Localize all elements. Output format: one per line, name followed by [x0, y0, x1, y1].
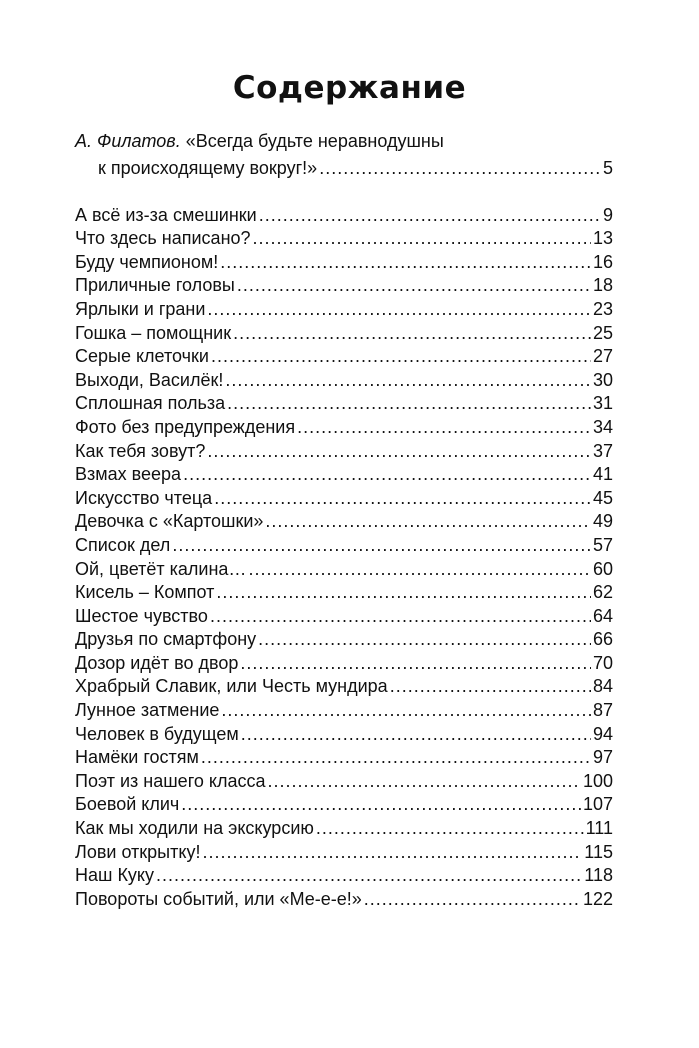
leader-dots	[297, 416, 591, 440]
toc-entry	[75, 723, 613, 747]
toc-entry-page-number: 9	[602, 204, 613, 225]
toc-entry	[75, 817, 613, 841]
intro-title-line2: к происходящему вокруг!»	[98, 158, 318, 178]
toc-entry	[75, 345, 613, 369]
leader-dots	[319, 157, 601, 181]
toc-entry	[75, 746, 613, 770]
toc-entry	[75, 322, 613, 346]
intro-entry-line1	[75, 130, 613, 157]
intro-page-number: 5	[602, 158, 613, 178]
leader-dots	[237, 274, 591, 298]
leader-dots	[233, 322, 591, 346]
toc-entry-page-number: 122	[582, 888, 613, 909]
toc-entry-page-number: 94	[592, 723, 613, 744]
leader-dots	[202, 841, 582, 865]
toc-entry-page-number: 16	[592, 251, 613, 272]
toc-entry	[75, 510, 613, 534]
leader-dots	[172, 534, 591, 558]
toc-entry-page-number: 34	[592, 416, 613, 437]
toc-entry-title: Лови открытку!	[75, 841, 201, 862]
toc-entry	[75, 793, 613, 817]
leader-dots	[364, 888, 581, 912]
toc-entry-title: Буду чемпионом!	[75, 251, 219, 272]
toc-entry-title: Девочка с «Картошки»	[75, 511, 264, 532]
toc-entry-page-number: 45	[592, 487, 613, 508]
toc-entry-title: Кисель – Компот	[75, 582, 215, 603]
toc-entry-page-number: 49	[592, 511, 613, 532]
toc-entry-page-number: 13	[592, 228, 613, 249]
toc-entry-title: Повороты событий, или «Ме-е-е!»	[75, 888, 362, 909]
toc-entry-title: Храбрый Славик, или Честь мундира	[75, 676, 388, 697]
toc-entry	[75, 770, 613, 794]
toc-entry-title: Шестое чувство	[75, 605, 208, 626]
leader-dots	[253, 227, 591, 251]
toc-entry	[75, 841, 613, 865]
toc-entry	[75, 605, 613, 629]
toc-entry	[75, 487, 613, 511]
toc-entry-title: А всё из-за смешинки	[75, 204, 257, 225]
toc-entry	[75, 463, 613, 487]
leader-dots	[221, 699, 591, 723]
toc-entry	[75, 440, 613, 464]
toc-entry-page-number: 62	[592, 582, 613, 603]
toc-entry-page-number: 25	[592, 322, 613, 343]
leader-dots	[241, 723, 591, 747]
toc-entry-page-number: 115	[584, 841, 613, 862]
toc-entry	[75, 534, 613, 558]
toc-entry-title: Наш Куку	[75, 865, 155, 886]
leader-dots	[216, 581, 591, 605]
leader-dots	[248, 558, 591, 582]
toc-entry-title: Взмах веера	[75, 464, 182, 485]
toc-entry	[75, 392, 613, 416]
toc-entry	[75, 558, 613, 582]
toc-entry-page-number: 30	[592, 369, 613, 390]
leader-dots	[214, 487, 591, 511]
toc-entry-page-number: 107	[582, 794, 613, 815]
toc-entry-page-number: 64	[592, 605, 613, 626]
intro-author: А. Филатов.	[75, 131, 181, 151]
toc-entry	[75, 227, 613, 251]
toc-entry-title: Дозор идёт во двор	[75, 652, 239, 673]
toc-entry-title: Гошка – помощник	[75, 322, 232, 343]
toc-entry-title: Человек в будущем	[75, 723, 239, 744]
leader-dots	[259, 204, 601, 228]
toc-entry-title: Намёки гостям	[75, 747, 199, 768]
toc-entry-title: Поэт из нашего класса	[75, 770, 266, 791]
toc-entry-title: Боевой клич	[75, 794, 180, 815]
leader-dots	[227, 392, 591, 416]
toc-entry-title: Фото без предупреждения	[75, 416, 296, 437]
leader-dots	[265, 510, 591, 534]
toc-entry-page-number: 66	[592, 629, 613, 650]
toc-entry-title: Как мы ходили на экскурсию	[75, 818, 314, 839]
page-title: Содержание	[232, 70, 467, 106]
leader-dots	[156, 864, 582, 888]
toc-entry-page-number: 41	[592, 464, 613, 485]
toc-entry	[75, 204, 613, 228]
toc-entry-title: Серые клеточки	[75, 346, 209, 367]
intro-title-line1: «Всегда будьте неравнодушны	[185, 131, 444, 151]
toc-entries	[75, 204, 613, 912]
leader-dots	[225, 369, 591, 393]
table-of-contents	[75, 130, 613, 911]
toc-entry	[75, 298, 613, 322]
toc-entry	[75, 416, 613, 440]
toc-entry-page-number: 84	[592, 676, 613, 697]
toc-entry-page-number: 111	[585, 818, 613, 839]
leader-dots	[211, 345, 591, 369]
leader-dots	[207, 440, 591, 464]
toc-entry-title: Лунное затмение	[75, 700, 220, 721]
toc-entry	[75, 652, 613, 676]
toc-entry-page-number: 100	[582, 770, 613, 791]
leader-dots	[210, 605, 591, 629]
toc-entry-title: Приличные головы	[75, 275, 235, 296]
toc-entry-page-number: 23	[592, 298, 613, 319]
toc-entry-title: Что здесь написано?	[75, 228, 251, 249]
leader-dots	[267, 770, 580, 794]
leader-dots	[258, 628, 591, 652]
toc-entry	[75, 628, 613, 652]
toc-entry-title: Как тебя зовут?	[75, 440, 206, 461]
section-gap	[75, 181, 613, 204]
toc-entry-page-number: 18	[592, 275, 613, 296]
toc-entry	[75, 274, 613, 298]
toc-entry-page-number: 97	[592, 747, 613, 768]
leader-dots	[316, 817, 584, 841]
leader-dots	[183, 463, 591, 487]
toc-entry-page-number: 31	[592, 393, 613, 414]
leader-dots	[390, 675, 591, 699]
toc-entry-page-number: 60	[592, 558, 613, 579]
toc-entry-title: Искусство чтеца	[75, 487, 213, 508]
toc-entry-page-number: 57	[592, 534, 613, 555]
leader-dots	[207, 298, 591, 322]
toc-entry-title: Список дел	[75, 534, 171, 555]
toc-entry	[75, 581, 613, 605]
toc-entry	[75, 699, 613, 723]
intro-entry-line2	[75, 157, 613, 181]
toc-entry-page-number: 37	[592, 440, 613, 461]
toc-entry	[75, 675, 613, 699]
toc-entry-page-number: 70	[592, 652, 613, 673]
leader-dots	[240, 652, 591, 676]
toc-entry	[75, 864, 613, 888]
toc-entry-page-number: 118	[584, 865, 613, 886]
toc-entry	[75, 369, 613, 393]
leader-dots	[220, 251, 591, 275]
leader-dots	[201, 746, 591, 770]
toc-entry-page-number: 87	[592, 700, 613, 721]
toc-entry-title: Выходи, Василёк!	[75, 369, 224, 390]
toc-entry	[75, 888, 613, 912]
toc-entry	[75, 251, 613, 275]
leader-dots	[181, 793, 581, 817]
toc-entry-title: Ярлыки и грани	[75, 298, 206, 319]
toc-entry-page-number: 27	[592, 346, 613, 367]
toc-entry-title: Ой, цветёт калина…	[75, 558, 247, 579]
toc-entry-title: Друзья по смартфону	[75, 629, 257, 650]
toc-entry-title: Сплошная польза	[75, 393, 226, 414]
